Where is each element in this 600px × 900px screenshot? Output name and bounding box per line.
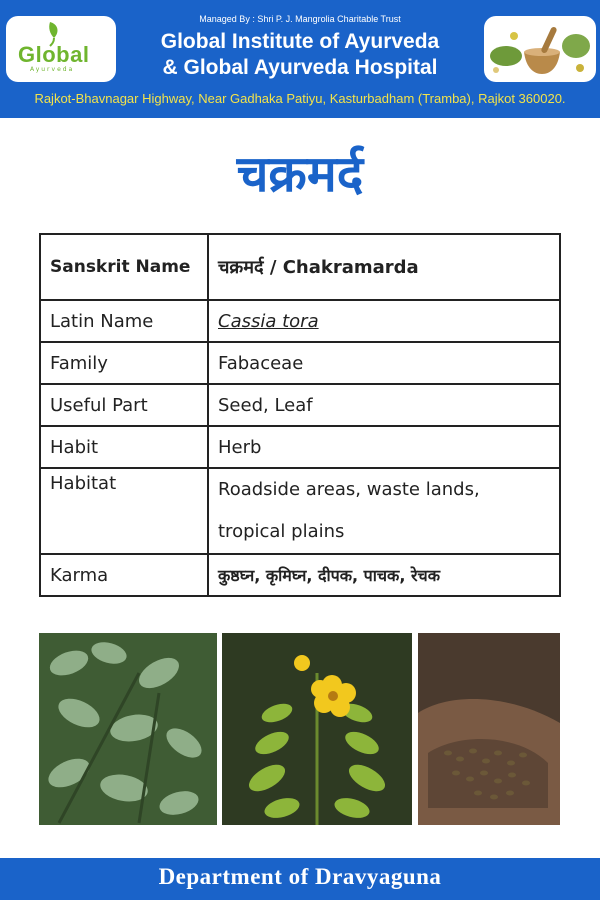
table-row <box>40 426 560 468</box>
useful-part-value: Seed, Leaf <box>208 384 560 426</box>
sanskrit-name-latin: Chakramarda <box>282 257 419 278</box>
table-row <box>40 384 560 426</box>
plant-leaves-photo <box>39 633 217 825</box>
table-row <box>40 342 560 384</box>
address-line: Rajkot-Bhavnagar Highway, Near Gadhaka Patiyu, Kasturbadham (Tramba), Rajkot 360020. <box>34 91 566 106</box>
useful-part-label: Useful Part <box>40 384 208 426</box>
habit-label: Habit <box>40 426 208 468</box>
family-label: Family <box>40 342 208 384</box>
family-value: Fabaceae <box>208 342 560 384</box>
sanskrit-name-label: Sanskrit Name <box>40 234 208 300</box>
sanskrit-name-value <box>208 234 560 300</box>
latin-name-value <box>208 300 560 342</box>
page-title: चक्रमर्द <box>236 145 364 203</box>
sanskrit-name-separator: / <box>263 257 283 278</box>
habit-value: Herb <box>208 426 560 468</box>
karma-value: कुष्ठघ्न, कृमिघ्न, दीपक, पाचक, रेचक <box>208 554 560 596</box>
habitat-label: Habitat <box>40 468 208 554</box>
table-row <box>40 468 560 554</box>
hospital-title: & Global Ayurveda Hospital <box>162 56 438 79</box>
sanskrit-name-devanagari: चक्रमर्द <box>218 257 264 278</box>
table-row <box>40 234 560 300</box>
footer-banner <box>0 858 600 900</box>
plant-info-table <box>39 233 561 597</box>
latin-name-text: Cassia tora <box>218 310 319 332</box>
habitat-value: Roadside areas, waste lands, tropical plains <box>208 468 560 554</box>
latin-name-label: Latin Name <box>40 300 208 342</box>
seeds-in-hand-photo <box>418 633 560 825</box>
header-banner <box>0 0 600 118</box>
mortar-pestle-herbs-icon <box>484 16 596 82</box>
plant-flower-photo <box>222 633 412 825</box>
managed-by-text: Managed By : Shri P. J. Mangrolia Charitable Trust <box>199 14 401 24</box>
table-row <box>40 554 560 596</box>
table-row <box>40 300 560 342</box>
logo-subtext: Ayurveda <box>30 66 75 73</box>
institute-title: Global Institute of Ayurveda <box>160 30 440 53</box>
header-herbs-image <box>484 16 596 82</box>
department-name: Department of Dravyaguna <box>158 864 442 889</box>
logo-text: Global <box>18 42 90 67</box>
karma-label: Karma <box>40 554 208 596</box>
